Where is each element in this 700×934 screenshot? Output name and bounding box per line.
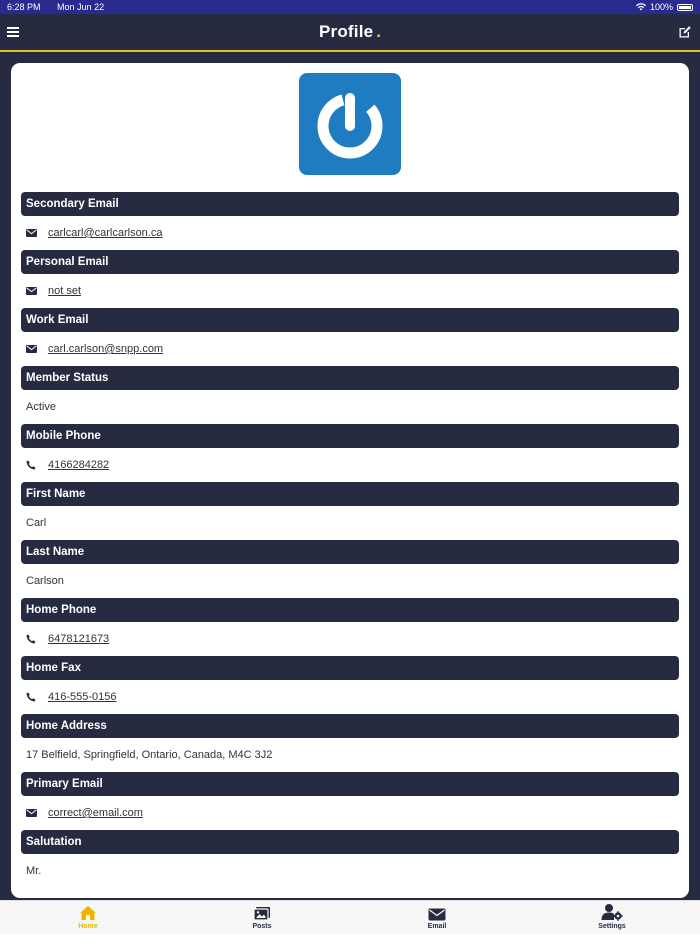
field-value-row <box>21 854 679 888</box>
field-value-row <box>21 506 679 540</box>
tab-bar <box>0 900 700 934</box>
tab-email[interactable] <box>397 903 477 934</box>
app-logo <box>299 73 401 175</box>
envelope-icon <box>428 908 446 921</box>
field-value: Mr. <box>26 865 42 877</box>
profile-field <box>21 598 679 656</box>
field-value-row <box>21 622 679 656</box>
status-left <box>7 2 118 12</box>
profile-field <box>21 308 679 366</box>
envelope-icon <box>26 286 38 297</box>
tab-email-label: Email <box>427 923 447 930</box>
profile-field <box>21 830 679 888</box>
field-label: Mobile Phone <box>21 424 679 448</box>
profile-field <box>21 250 679 308</box>
title-dot: . <box>376 22 382 41</box>
field-label: Home Fax <box>21 656 679 680</box>
phone-icon <box>26 460 38 471</box>
field-value-link[interactable]: 4166284282 <box>48 459 110 471</box>
images-icon <box>253 906 271 921</box>
profile-field <box>21 482 679 540</box>
envelope-icon <box>26 808 38 819</box>
field-value-link[interactable]: not set <box>48 285 82 297</box>
envelope-icon <box>26 228 38 239</box>
field-value: Carl <box>26 517 47 529</box>
field-label: Member Status <box>21 366 679 390</box>
field-value-row <box>21 274 679 308</box>
page-title: Profile <box>318 22 374 41</box>
profile-card <box>11 63 689 898</box>
field-value-row <box>21 564 679 598</box>
status-time: 6:28 PM <box>7 2 41 12</box>
status-right <box>636 2 693 12</box>
status-date: Mon Jun 22 <box>57 2 105 12</box>
field-value: 17 Belfield, Springfield, Ontario, Canada, M4C 3J2 <box>26 749 273 761</box>
field-label: First Name <box>21 482 679 506</box>
field-label: Personal Email <box>21 250 679 274</box>
field-value-row <box>21 332 679 366</box>
power-logo-icon <box>312 86 388 162</box>
field-label: Salutation <box>21 830 679 854</box>
envelope-icon <box>26 344 38 355</box>
profile-field <box>21 192 679 250</box>
field-value-link[interactable]: carlcarl@carlcarlson.ca <box>48 227 163 239</box>
tab-home[interactable] <box>48 903 128 934</box>
user-gear-icon <box>601 903 623 921</box>
field-label: Work Email <box>21 308 679 332</box>
phone-icon <box>26 634 38 645</box>
field-label: Primary Email <box>21 772 679 796</box>
hamburger-menu-icon[interactable] <box>7 25 19 39</box>
profile-field <box>21 540 679 598</box>
field-value-link[interactable]: correct@email.com <box>48 807 143 819</box>
field-value-link[interactable]: carl.carlson@snpp.com <box>48 343 164 355</box>
field-value: Carlson <box>26 575 64 587</box>
battery-icon <box>677 4 693 11</box>
field-label: Secondary Email <box>21 192 679 216</box>
field-label: Home Address <box>21 714 679 738</box>
tab-posts[interactable] <box>222 903 302 934</box>
battery-percent: 100% <box>649 2 673 12</box>
field-value-link[interactable]: 6478121673 <box>48 633 110 645</box>
field-label: Last Name <box>21 540 679 564</box>
tab-settings[interactable] <box>572 903 652 934</box>
field-value-row <box>21 448 679 482</box>
tab-settings-label: Settings <box>598 923 626 930</box>
field-value: Active <box>26 401 56 413</box>
field-value-row <box>21 680 679 714</box>
home-icon <box>79 905 97 921</box>
phone-icon <box>26 692 38 703</box>
field-value-row <box>21 796 679 830</box>
profile-field <box>21 656 679 714</box>
edit-icon[interactable] <box>678 25 692 39</box>
nav-bar <box>0 14 700 52</box>
field-value-row <box>21 216 679 250</box>
field-value-link[interactable]: 416-555-0156 <box>48 691 117 703</box>
profile-field <box>21 772 679 830</box>
tab-home-label: Home <box>78 923 98 930</box>
field-label: Home Phone <box>21 598 679 622</box>
wifi-icon <box>636 3 646 11</box>
field-value-row <box>21 738 679 772</box>
profile-field <box>21 424 679 482</box>
field-value-row <box>21 390 679 424</box>
profile-fields <box>21 192 679 888</box>
profile-field <box>21 714 679 772</box>
status-bar <box>0 0 700 14</box>
tab-posts-label: Posts <box>252 923 272 930</box>
profile-field <box>21 366 679 424</box>
